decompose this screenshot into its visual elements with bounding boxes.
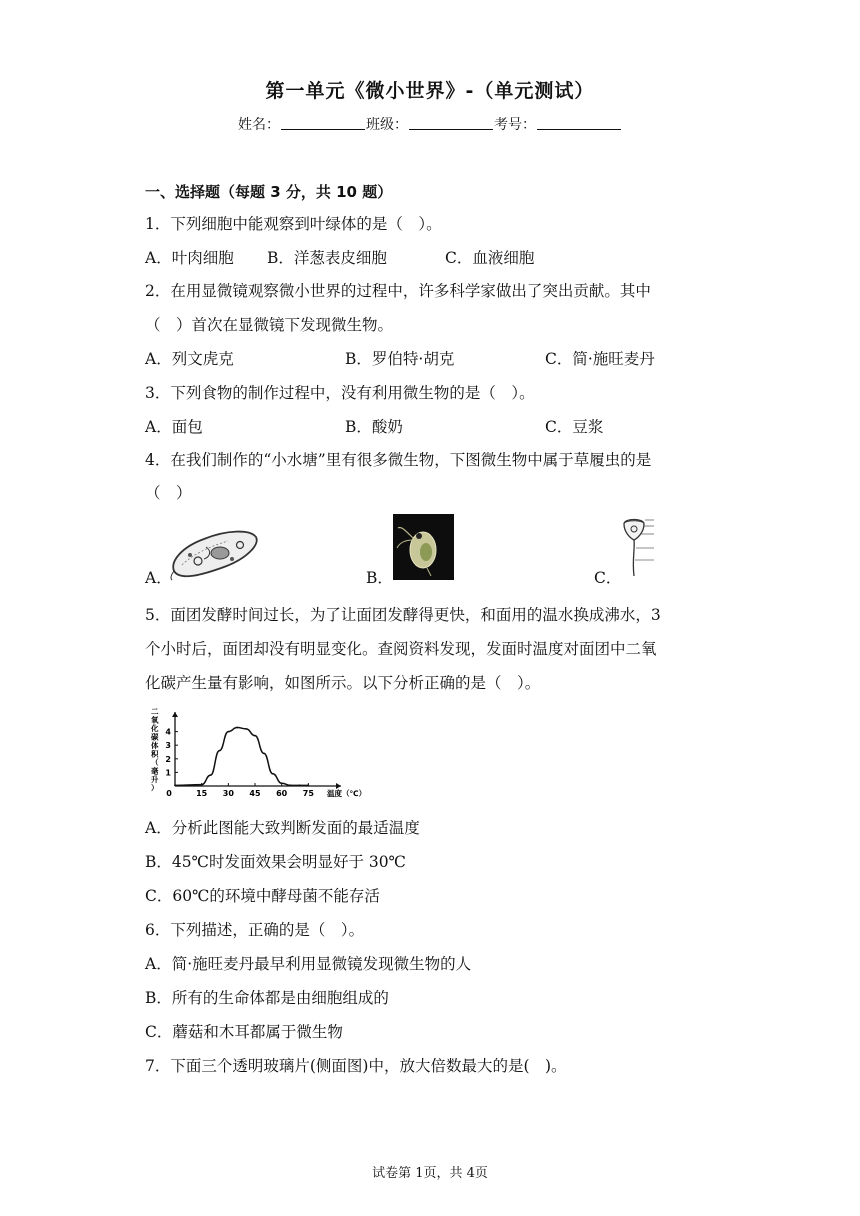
q1-option-b[interactable]: B．洋葱表皮细胞 — [267, 249, 387, 267]
chart-data-point — [299, 784, 301, 786]
q1-option-c[interactable]: C．血液细胞 — [445, 249, 535, 267]
question-5-line-3: 化碳产生量有影响，如图所示。以下分析正确的是（ ）。 — [145, 674, 541, 692]
chart-y-tick-label: 3 — [165, 741, 171, 751]
q6-option-b[interactable]: B．所有的生命体都是由细胞组成的 — [145, 989, 389, 1007]
question-6: 6．下列描述，正确的是（ ）。 — [145, 921, 365, 939]
question-4-line-1: 4．在我们制作的“小水塘”里有很多微生物，下图微生物中属于草履虫的是 — [145, 451, 652, 469]
chart-series-line — [175, 728, 308, 786]
section-heading: 一、选择题（每题 3 分，共 10 题） — [145, 183, 393, 201]
name-label: 姓名： — [238, 117, 280, 133]
chart-y-tick-label: 1 — [165, 768, 171, 778]
q5-option-b[interactable]: B．45℃时发面效果会明显好于 30℃ — [145, 853, 406, 871]
class-label: 班级： — [366, 117, 408, 133]
q5-option-a[interactable]: A．分析此图能大致判断发面的最适温度 — [145, 819, 420, 837]
q6-option-a[interactable]: A．简·施旺麦丹最早利用显微镜发现微生物的人 — [145, 955, 472, 973]
chart-data-point — [307, 784, 309, 786]
exam-no-label: 考号： — [494, 117, 536, 133]
chart-data-point — [227, 731, 229, 733]
question-2-line-2: （ ）首次在显微镜下发现微生物。 — [145, 316, 394, 334]
q6-option-c[interactable]: C．蘑菇和木耳都属于微生物 — [145, 1023, 343, 1041]
chart-x-tick-label: 30 — [222, 789, 234, 798]
chart-x-tick-label: 60 — [276, 789, 288, 798]
chart-y-tick-label: 2 — [165, 754, 171, 764]
q5-option-c[interactable]: C．60℃的环境中酵母菌不能存活 — [145, 887, 380, 905]
q3-option-b[interactable]: B．酸奶 — [345, 418, 403, 436]
q2-option-b[interactable]: B．罗伯特·胡克 — [345, 350, 455, 368]
chart-data-point — [281, 782, 283, 784]
exam-no-blank[interactable] — [537, 117, 621, 130]
water-flea-image[interactable] — [393, 514, 454, 580]
chart-data-point — [219, 750, 221, 752]
chart-data-point — [290, 784, 292, 786]
chart-data-point — [245, 728, 247, 730]
chart-data-point — [236, 727, 238, 729]
chart-data-point — [272, 773, 274, 775]
chart-y-arrow — [172, 712, 178, 717]
chart-data-point — [174, 784, 176, 786]
chart-y-tick-label: 4 — [165, 727, 171, 737]
q2-option-c[interactable]: C．简·施旺麦丹 — [545, 350, 655, 368]
name-blank[interactable] — [281, 117, 365, 130]
chart-x-tick-label: 75 — [302, 789, 314, 798]
chart-x-tick-label: 0 — [166, 789, 172, 798]
q4-option-a[interactable]: A． — [145, 569, 172, 587]
q4-option-b[interactable]: B． — [366, 569, 393, 587]
q3-option-a[interactable]: A．面包 — [145, 418, 203, 436]
chart-x-axis-label: 温度（℃） — [327, 789, 367, 798]
vorticella-image[interactable] — [614, 514, 662, 580]
exam-title: 第一单元《微小世界》-（单元测试） — [265, 80, 595, 102]
question-4-line-2: （ ） — [145, 484, 192, 502]
q2-option-a[interactable]: A．列文虎克 — [145, 350, 234, 368]
paramecium-image[interactable] — [168, 525, 260, 581]
q3-option-c[interactable]: C．豆浆 — [545, 418, 604, 436]
question-3: 3．下列食物的制作过程中，没有利用微生物的是（ ）。 — [145, 384, 535, 402]
question-5-line-2: 个小时后，面团却没有明显变化。查阅资料发现，发面时温度对面团中二氧 — [145, 640, 657, 658]
chart-data-point — [210, 774, 212, 776]
question-2-line-1: 2．在用显微镜观察微小世界的过程中，许多科学家做出了突出贡献。其中 — [145, 282, 651, 300]
chart-x-tick-label: 15 — [196, 789, 208, 798]
chart-x-tick-label: 45 — [249, 789, 261, 798]
q4-option-c[interactable]: C． — [594, 569, 622, 587]
chart-y-axis-label: 二氧化碳体积（毫升） — [151, 707, 159, 793]
co2-temperature-chart — [145, 707, 367, 802]
question-1: 1．下列细胞中能观察到叶绿体的是（ ）。 — [145, 215, 442, 233]
q1-option-a[interactable]: A．叶肉细胞 — [145, 249, 234, 267]
class-blank[interactable] — [409, 117, 493, 130]
student-info-row — [238, 114, 622, 134]
chart-data-point — [201, 784, 203, 786]
question-5-line-1: 5．面团发酵时间过长，为了让面团发酵得更快，和面用的温水换成沸水，3 — [145, 606, 661, 624]
chart-data-point — [263, 752, 265, 754]
page-footer: 试卷第 1页，共 4页 — [372, 1166, 488, 1181]
question-7: 7．下面三个透明玻璃片(侧面图)中，放大倍数最大的是( )。 — [145, 1057, 567, 1075]
chart-data-point — [254, 735, 256, 737]
